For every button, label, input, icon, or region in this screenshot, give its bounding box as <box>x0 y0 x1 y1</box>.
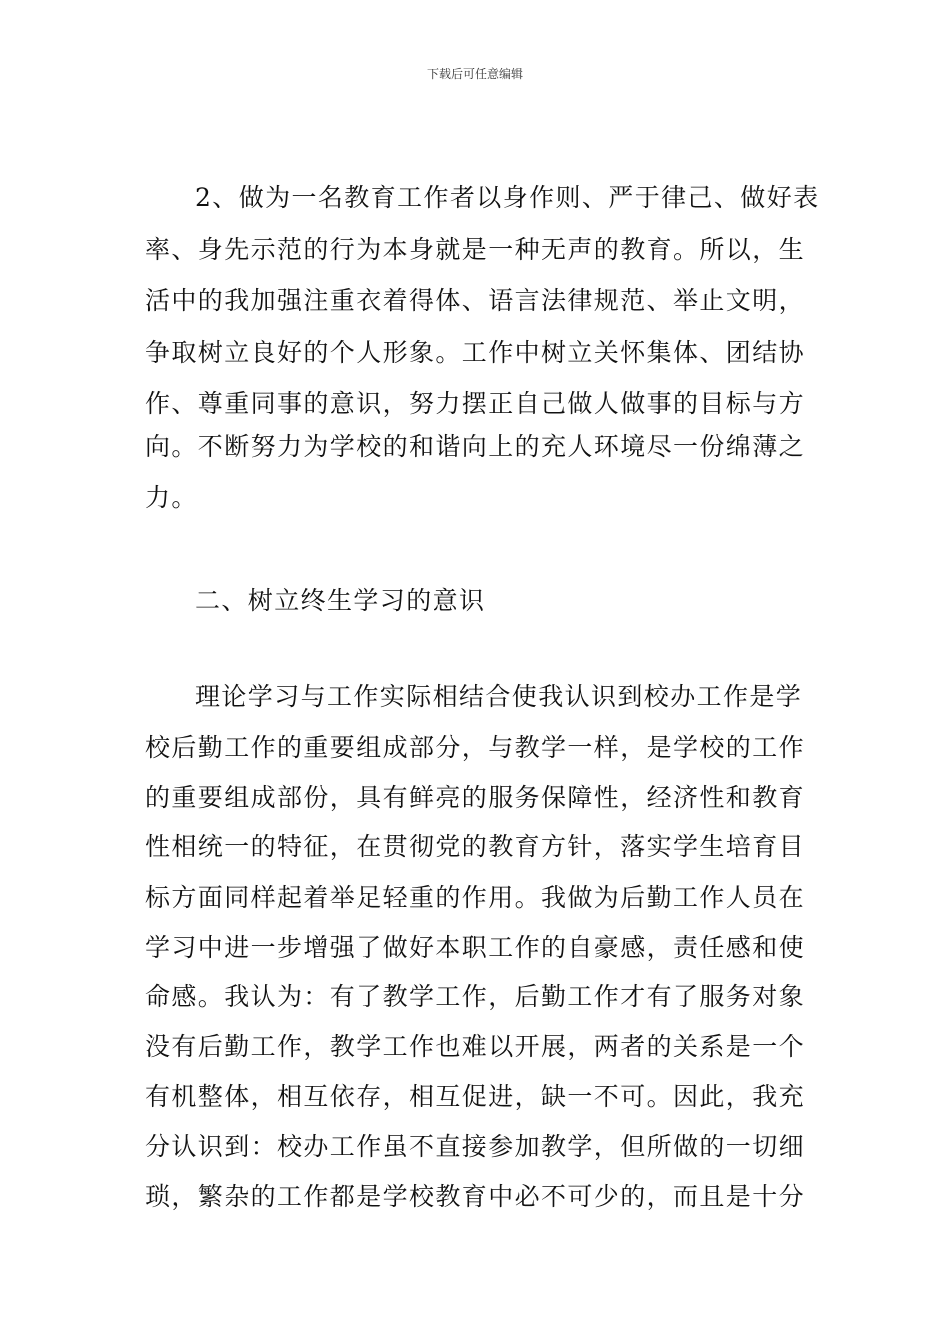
paragraph-line: 没有后勤工作，教学工作也难以开展，两者的关系是一个 <box>145 1032 806 1061</box>
paragraph-line: 琐，繁杂的工作都是学校教育中必不可少的，而且是十分 <box>145 1182 806 1211</box>
paragraph-line: 理论学习与工作实际相结合使我认识到校办工作是学 <box>195 682 803 711</box>
paragraph-line: 率、身先示范的行为本身就是一种无声的教育。所以，生 <box>145 235 806 264</box>
section-heading: 二、树立终生学习的意识 <box>195 586 486 615</box>
paragraph-line: 标方面同样起着举足轻重的作用。我做为后勤工作人员在 <box>145 883 806 912</box>
paragraph-line: 活中的我加强注重衣着得体、语言法律规范、举止文明， <box>145 286 806 315</box>
paragraph-line: 向。不断努力为学校的和谐向上的充人环境尽一份绵薄之 <box>145 432 806 461</box>
paragraph-line: 学习中进一步增强了做好本职工作的自豪感，责任感和使 <box>145 933 806 962</box>
paragraph-line: 2、做为一名教育工作者以身作则、严于律己、做好表 <box>195 183 820 212</box>
header-note: 下载后可任意编辑 <box>426 67 523 81</box>
paragraph-line: 有机整体，相互依存，相互促进，缺一不可。因此，我充 <box>145 1082 806 1111</box>
paragraph-line: 作、尊重同事的意识，努力摆正自己做人做事的目标与方 <box>145 389 806 418</box>
paragraph-line: 性相统一的特征，在贯彻党的教育方针，落实学生培育目 <box>145 832 806 861</box>
paragraph-line: 分认识到：校办工作虽不直接参加教学，但所做的一切细 <box>145 1132 806 1161</box>
paragraph-line: 争取树立良好的个人形象。工作中树立关怀集体、团结协 <box>145 338 806 367</box>
paragraph-line: 力。 <box>145 483 198 512</box>
paragraph-line: 命感。我认为：有了教学工作，后勤工作才有了服务对象 <box>145 982 806 1011</box>
paragraph-line: 的重要组成部份，具有鲜亮的服务保障性，经济性和教育 <box>145 783 806 812</box>
paragraph-line: 校后勤工作的重要组成部分，与教学一样，是学校的工作 <box>145 733 806 762</box>
